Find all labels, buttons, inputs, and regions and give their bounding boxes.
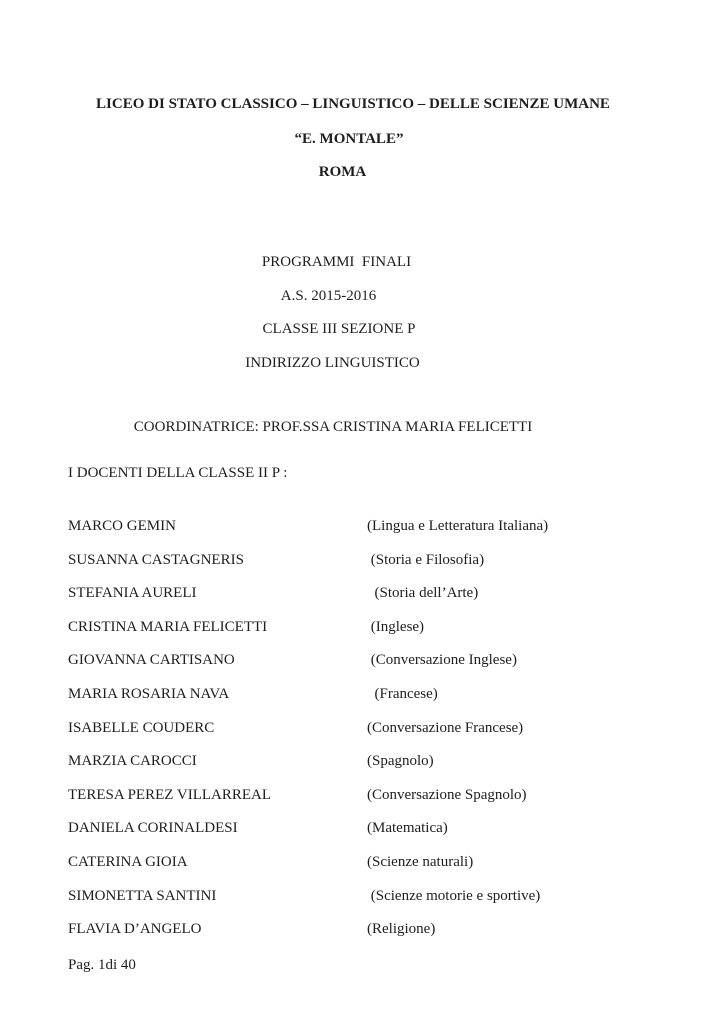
teacher-row (0, 553, 725, 569)
school-city: ROMA (318, 164, 367, 180)
teacher-name: TERESA PEREZ VILLARREAL (68, 786, 272, 803)
page-number: Pag. 1di 40 (68, 957, 136, 973)
teacher-name: MARIA ROSARIA NAVA (68, 686, 230, 702)
study-track: INDIRIZZO LINGUISTICO (245, 354, 420, 371)
class-section: CLASSE III SEZIONE P (262, 321, 416, 337)
teacher-row (0, 721, 725, 737)
teachers-heading: I DOCENTI DELLA CLASSE II P : (68, 465, 288, 481)
teacher-subject: (Spagnolo) (367, 753, 434, 770)
teacher-name: DANIELA CORINALDESI (68, 820, 238, 837)
teacher-name: CATERINA GIOIA (68, 854, 188, 870)
coordinator-line: COORDINATRICE: PROF.SSA CRISTINA MARIA FELICETTI (133, 419, 533, 435)
teacher-subject: (Conversazione Inglese) (367, 652, 517, 669)
teacher-name: FLAVIA D’ANGELO (68, 921, 202, 938)
teacher-name: ISABELLE COUDERC (68, 719, 215, 736)
teacher-name: GIOVANNA CARTISANO (68, 652, 235, 669)
teacher-subject: (Matematica) (367, 820, 448, 837)
teacher-subject: (Scienze motorie e sportive) (367, 887, 541, 904)
teacher-subject: (Lingua e Letteratura Italiana) (367, 518, 549, 534)
teacher-subject: (Inglese) (367, 618, 425, 635)
teacher-subject: (Conversazione Spagnolo) (367, 786, 527, 803)
teacher-name: MARZIA CAROCCI (68, 753, 197, 770)
teacher-subject: (Francese) (367, 686, 438, 702)
teacher-row (0, 821, 725, 837)
teacher-row (0, 889, 725, 905)
teacher-row (0, 586, 725, 602)
teacher-name: MARCO GEMIN (68, 518, 176, 534)
teacher-name: STEFANIA AURELI (68, 585, 197, 602)
teacher-subject: (Religione) (367, 921, 436, 938)
teacher-subject: (Scienze naturali) (367, 854, 474, 870)
school-title: “E. MONTALE” (294, 131, 404, 147)
teacher-subject: (Conversazione Francese) (367, 719, 524, 736)
teacher-row (0, 788, 725, 804)
teacher-row (0, 519, 725, 535)
teacher-row (0, 855, 725, 871)
school-year: A.S. 2015-2016 (280, 287, 377, 304)
teacher-row (0, 754, 725, 770)
teacher-subject: (Storia e Filosofia) (367, 551, 485, 568)
teacher-row (0, 653, 725, 669)
teacher-row (0, 687, 725, 703)
teacher-name: SIMONETTA SANTINI (68, 887, 217, 904)
teacher-row (0, 620, 725, 636)
teacher-row (0, 922, 725, 938)
teacher-subject: (Storia dell’Arte) (367, 585, 479, 602)
teacher-name: SUSANNA CASTAGNERIS (68, 551, 244, 568)
teacher-name: CRISTINA MARIA FELICETTI (68, 618, 268, 635)
school-name: LICEO DI STATO CLASSICO – LINGUISTICO – DELLE SCIENZE UMANE (96, 96, 610, 112)
program-title: PROGRAMMI FINALI (261, 254, 412, 270)
